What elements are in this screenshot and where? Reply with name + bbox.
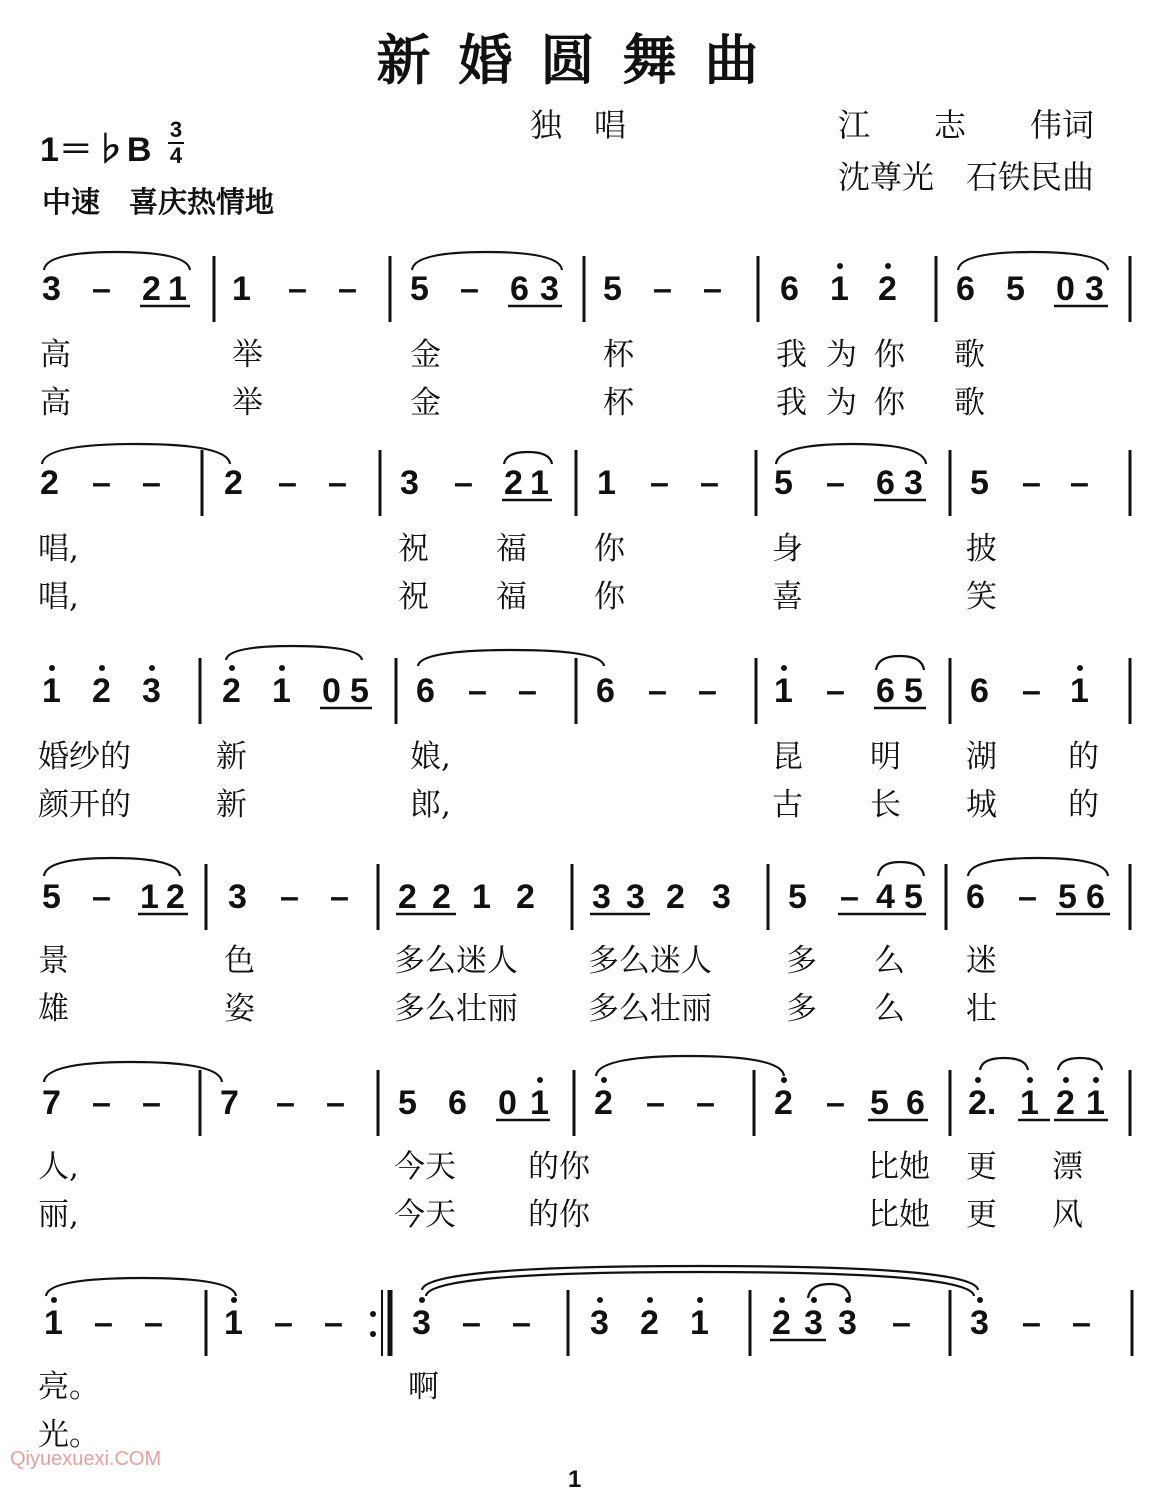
- lyric: 你: [874, 385, 905, 421]
- note: 2: [516, 878, 535, 916]
- lyric: 娘,: [410, 739, 451, 775]
- lyric: 长: [870, 787, 901, 823]
- note: 3: [970, 1304, 989, 1342]
- lyric: 唱,: [38, 531, 79, 567]
- note: 1: [774, 672, 793, 710]
- note: 0: [498, 1084, 517, 1122]
- note: 5: [1058, 878, 1077, 916]
- note: 2: [772, 1304, 791, 1342]
- note: –: [826, 1084, 845, 1122]
- note: 1: [1086, 1084, 1105, 1122]
- lyric: 我: [776, 337, 807, 373]
- lyric: 金: [410, 385, 441, 421]
- lyric: 今天: [394, 1197, 456, 1233]
- note: –: [840, 878, 859, 916]
- lyric: 城: [966, 787, 997, 823]
- lyric: 多么壮丽: [394, 991, 518, 1027]
- lyric: 湖: [966, 739, 997, 775]
- lyric: 歌: [954, 385, 985, 421]
- note: 3: [228, 878, 247, 916]
- note: 2: [504, 464, 523, 502]
- page-number: 1: [568, 1466, 582, 1493]
- lyric: 你: [594, 579, 625, 615]
- lyric: 高: [40, 337, 71, 373]
- note: 6: [780, 270, 799, 308]
- note: 5: [410, 270, 429, 308]
- note: 1: [830, 270, 849, 308]
- note: 2: [774, 1084, 793, 1122]
- note: –: [1022, 672, 1041, 710]
- lyric: 笑: [966, 579, 997, 615]
- beam-underlines: [138, 306, 1110, 1340]
- lyric: 么: [874, 991, 905, 1027]
- lyric: 祝: [398, 579, 429, 615]
- note: 3: [400, 464, 419, 502]
- note: –: [142, 1084, 161, 1122]
- note: –: [698, 672, 717, 710]
- note: 3: [838, 1304, 857, 1342]
- note: 5: [398, 1084, 417, 1122]
- note: –: [518, 672, 537, 710]
- note: 3: [540, 270, 559, 308]
- lyric: 昆: [772, 739, 803, 775]
- note: –: [278, 464, 297, 502]
- note: 3: [904, 464, 923, 502]
- note: 5: [774, 464, 793, 502]
- lyric: 披: [966, 531, 997, 567]
- lyric: 多么壮丽: [588, 991, 712, 1027]
- note: 1: [690, 1304, 709, 1342]
- note: 2: [40, 464, 59, 502]
- lyric: 明: [870, 739, 901, 775]
- note: 6: [416, 672, 435, 710]
- note: 6: [970, 672, 989, 710]
- note: 3: [590, 1304, 609, 1342]
- note: –: [92, 464, 111, 502]
- lyric: 杯: [603, 385, 634, 421]
- lyric: 古: [772, 787, 803, 823]
- note: 1: [272, 672, 291, 710]
- lyric: 更: [966, 1197, 997, 1233]
- note: –: [328, 464, 347, 502]
- note: 2: [640, 1304, 659, 1342]
- note: –: [330, 878, 349, 916]
- note: –: [696, 1084, 715, 1122]
- note: 5: [870, 1084, 889, 1122]
- lyric: 的: [1068, 739, 1099, 775]
- performance-form: 独 唱: [530, 106, 627, 144]
- note: –: [280, 878, 299, 916]
- note: 1: [232, 270, 251, 308]
- lyric: 新: [216, 787, 247, 823]
- note: 2: [666, 878, 685, 916]
- lyric: 么: [874, 943, 905, 979]
- note: 1: [1020, 1084, 1039, 1122]
- lyric: 身: [772, 531, 803, 567]
- lyric: 啊: [408, 1369, 439, 1405]
- note: 5: [603, 270, 622, 308]
- lyric: 为: [826, 385, 857, 421]
- lyric: 歌: [954, 337, 985, 373]
- lyric: 颜开的: [38, 787, 131, 823]
- lyric: 婚纱的: [38, 739, 131, 775]
- lyric: 金: [410, 337, 441, 373]
- note: 2: [142, 270, 161, 308]
- note: –: [468, 672, 487, 710]
- note: 6: [1086, 878, 1105, 916]
- note: –: [94, 1304, 113, 1342]
- note: –: [454, 464, 473, 502]
- note: 1: [224, 1304, 243, 1342]
- lyric: 多么迷人: [394, 943, 518, 979]
- lyric: 新: [216, 739, 247, 775]
- note: 6: [966, 878, 985, 916]
- note: 6: [596, 672, 615, 710]
- note: –: [144, 1304, 163, 1342]
- lyric: 喜: [772, 579, 803, 615]
- note: 3: [804, 1304, 823, 1342]
- note: 4: [876, 878, 895, 916]
- lyric: 高: [40, 385, 71, 421]
- song-title: 新婚圆舞曲: [376, 28, 787, 92]
- note: 1: [1070, 672, 1089, 710]
- note: 6: [876, 672, 895, 710]
- note: 5: [350, 672, 369, 710]
- tempo-marking: 中速 喜庆热情地: [42, 187, 275, 219]
- note: –: [826, 672, 845, 710]
- lyric: 你: [594, 531, 625, 567]
- lyric: 雄: [38, 991, 69, 1027]
- note: –: [892, 1304, 911, 1342]
- bar-lines: [200, 256, 1132, 1356]
- lyric: 多么迷人: [588, 943, 712, 979]
- lyric: 迷: [966, 943, 997, 979]
- note: 1: [44, 1304, 63, 1342]
- note: –: [646, 1084, 665, 1122]
- note: 2: [878, 270, 897, 308]
- note: –: [700, 464, 719, 502]
- note: –: [653, 270, 672, 308]
- lyric: 漂: [1052, 1149, 1083, 1185]
- lyric: 的: [1068, 787, 1099, 823]
- note: 5: [42, 878, 61, 916]
- note: 3: [626, 878, 645, 916]
- lyric: 为: [826, 337, 857, 373]
- note: 7: [220, 1084, 239, 1122]
- note: –: [1018, 878, 1037, 916]
- note: 3: [42, 270, 61, 308]
- lyric: 祝: [398, 531, 429, 567]
- note: 6: [876, 464, 895, 502]
- lyric: 福: [496, 531, 527, 567]
- lyric: 亮。: [38, 1369, 100, 1405]
- note: 2: [166, 878, 185, 916]
- lyric: 壮: [966, 991, 997, 1027]
- note: –: [338, 270, 357, 308]
- note: 2: [432, 878, 451, 916]
- note: –: [1072, 1304, 1091, 1342]
- note: 2: [224, 464, 243, 502]
- note: 1: [42, 672, 61, 710]
- note: 1: [472, 878, 491, 916]
- repeat-sign: [370, 1290, 390, 1356]
- note: 2.: [968, 1084, 997, 1122]
- lyric: 多: [786, 991, 817, 1027]
- note: 3: [142, 672, 161, 710]
- note: –: [288, 270, 307, 308]
- note: 3: [1085, 270, 1104, 308]
- note: 3: [712, 878, 731, 916]
- lyric: 丽,: [38, 1197, 79, 1233]
- note: 3: [592, 878, 611, 916]
- key-signature: 1＝♭B: [40, 131, 152, 169]
- time-signature-top: 3: [169, 117, 183, 142]
- lyric: 唱,: [38, 579, 79, 615]
- lyric: 色: [224, 943, 255, 979]
- lyric: 姿: [224, 991, 255, 1027]
- note: 1: [530, 464, 549, 502]
- lyric: 比她: [868, 1197, 930, 1233]
- note: –: [1070, 464, 1089, 502]
- composer-credit: 沈尊光 石铁民曲: [838, 158, 1095, 196]
- note: –: [324, 1304, 343, 1342]
- note: –: [92, 1084, 111, 1122]
- lyric: 举: [232, 337, 263, 373]
- note: 1: [140, 878, 159, 916]
- note: –: [142, 464, 161, 502]
- lyric: 人,: [38, 1149, 79, 1185]
- note: 0: [1056, 270, 1075, 308]
- note: 6: [448, 1084, 467, 1122]
- watermark: Qiyuexuexi.COM: [10, 1448, 162, 1470]
- note: 1: [530, 1084, 549, 1122]
- lyric: 多: [786, 943, 817, 979]
- note: 6: [906, 1084, 925, 1122]
- note: 1: [168, 270, 187, 308]
- note: –: [274, 1304, 293, 1342]
- note: 1: [597, 464, 616, 502]
- lyric: 今天: [394, 1149, 456, 1185]
- note: –: [650, 464, 669, 502]
- lyric: 比她: [868, 1149, 930, 1185]
- lyric: 你: [874, 337, 905, 373]
- note: –: [1022, 1304, 1041, 1342]
- note: 6: [956, 270, 975, 308]
- note: 7: [42, 1084, 61, 1122]
- note: –: [460, 270, 479, 308]
- note: –: [703, 270, 722, 308]
- note: –: [462, 1304, 481, 1342]
- note: 5: [904, 672, 923, 710]
- lyric: 景: [38, 943, 69, 979]
- note: 2: [594, 1084, 613, 1122]
- note: 5: [788, 878, 807, 916]
- note: –: [92, 270, 111, 308]
- lyric: 光。: [38, 1417, 100, 1453]
- note: 2: [222, 672, 241, 710]
- note: 5: [970, 464, 989, 502]
- lyric: 福: [496, 579, 527, 615]
- note: 2: [398, 878, 417, 916]
- lyric: 举: [232, 385, 263, 421]
- lyric: 风: [1052, 1197, 1083, 1233]
- note: 2: [1056, 1084, 1075, 1122]
- note: –: [326, 1084, 345, 1122]
- note: 0: [322, 672, 341, 710]
- note: –: [826, 464, 845, 502]
- note: –: [512, 1304, 531, 1342]
- lyric: 杯: [603, 337, 634, 373]
- lyric: 更: [966, 1149, 997, 1185]
- slurs: [42, 252, 1108, 1298]
- note: 6: [510, 270, 529, 308]
- note: 2: [92, 672, 111, 710]
- note: –: [648, 672, 667, 710]
- note: 5: [1006, 270, 1025, 308]
- lyricist-credit: 江 志 伟词: [838, 106, 1095, 144]
- note: –: [1022, 464, 1041, 502]
- lyric: 我: [776, 385, 807, 421]
- note: –: [92, 878, 111, 916]
- octave-dots: [49, 263, 1099, 1303]
- lyric: 的你: [528, 1149, 590, 1185]
- lyric: 郎,: [410, 787, 451, 823]
- note: –: [276, 1084, 295, 1122]
- note: 3: [412, 1304, 431, 1342]
- note: 5: [904, 878, 923, 916]
- time-signature-bottom: 4: [169, 143, 183, 168]
- lyric: 的你: [528, 1197, 590, 1233]
